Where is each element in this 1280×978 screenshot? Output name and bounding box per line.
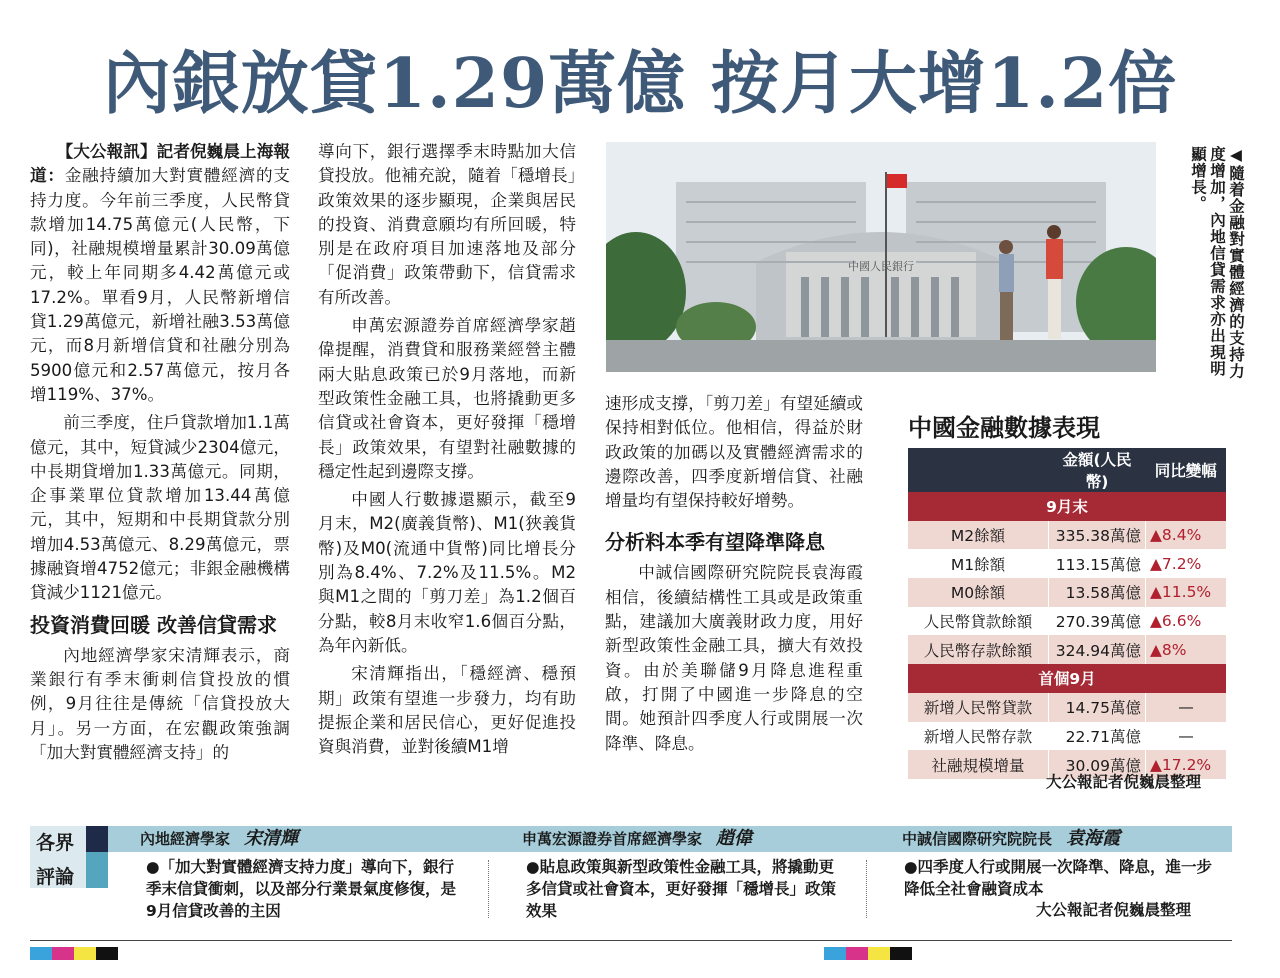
row-value: 270.39萬億 bbox=[1049, 607, 1146, 636]
row-change: ▲17.2% bbox=[1146, 750, 1227, 779]
cyan-swatch bbox=[824, 947, 846, 960]
row-change: — bbox=[1146, 693, 1227, 722]
row-label: 新增人民幣存款 bbox=[908, 722, 1049, 751]
row-value: 22.71萬億 bbox=[1049, 722, 1146, 751]
row-label: M0餘額 bbox=[908, 578, 1049, 607]
table-title: 中國金融數據表現 bbox=[908, 414, 1100, 442]
section-label: 9月末 bbox=[908, 492, 1226, 521]
row-label: M1餘額 bbox=[908, 549, 1049, 578]
paragraph: 中誠信國際研究院院長袁海霞相信，後續結構性工具或是政策重點，建議加大廣義財政力度，用好新型政策性金融工具，擴大有效投資。由於美聯儲9月降息進程重啟，打開了中國進一步降息的空間。她預計四季度人行或開展一次降準、降息。 bbox=[605, 563, 863, 753]
expert-title: 內地經濟學家 bbox=[140, 830, 231, 848]
row-label: 社融規模增量 bbox=[908, 750, 1049, 779]
column-header: 金額(人民幣) bbox=[1049, 448, 1146, 492]
table-row bbox=[908, 722, 1226, 751]
section-row bbox=[908, 664, 1226, 693]
row-change: ▲8% bbox=[1146, 635, 1227, 664]
cyan-swatch bbox=[30, 947, 52, 960]
article-column-3 bbox=[605, 392, 863, 760]
paragraph: 申萬宏源證券首席經濟學家趙偉提醒，消費貸和服務業經營主體兩大貼息政策已於9月落地，而新型政策性金融工具，也將撬動更多信貸或社會資本，更好發揮「穩增長」政策效果，有望對社融數據的穩定性起到邊際支撐。 bbox=[318, 316, 576, 481]
expert-name: 袁海霞 bbox=[1066, 828, 1121, 849]
row-value: 30.09萬億 bbox=[1049, 750, 1146, 779]
table-header-row bbox=[908, 448, 1226, 492]
paragraph: 宋清輝指出，「穩經濟、穩預期」政策有望進一步發力，均有助提振企業和居民信心，更好促進投資與消費，並對後續M1增 bbox=[318, 664, 576, 757]
table-credit: 大公報記者倪巍晨整理 bbox=[1046, 773, 1202, 791]
black-swatch bbox=[890, 947, 912, 960]
expert-name: 宋清輝 bbox=[244, 828, 299, 849]
expert-title: 中誠信國際研究院院長 bbox=[902, 830, 1053, 848]
row-change: ▲7.2% bbox=[1146, 549, 1227, 578]
dateline: 【大公報訊】記者倪巍晨上海報道： bbox=[30, 142, 290, 186]
row-label: 新增人民幣貸款 bbox=[908, 693, 1049, 722]
row-change: ▲11.5% bbox=[1146, 578, 1227, 607]
expert-2-header bbox=[522, 826, 752, 852]
review-label-bottom: 評論 bbox=[36, 866, 75, 888]
expert-1-comment: ●「加大對實體經濟支持力度」導向下，銀行季末信貸衝刺，以及部分行業景氣度修復，是9月信貸改善的主因 bbox=[146, 858, 457, 920]
row-change: ▲6.6% bbox=[1146, 607, 1227, 636]
yellow-swatch bbox=[74, 947, 96, 960]
expert-title: 申萬宏源證券首席經濟學家 bbox=[522, 830, 703, 848]
row-change: ▲8.4% bbox=[1146, 521, 1227, 550]
row-change: — bbox=[1146, 722, 1227, 751]
expert-name: 趙偉 bbox=[716, 828, 753, 849]
table-row bbox=[908, 578, 1226, 607]
expert-3-comment: ●四季度人行或開展一次降準、降息，進一步降低全社會融資成本 bbox=[904, 858, 1213, 898]
divider bbox=[488, 860, 489, 918]
magenta-swatch bbox=[846, 947, 868, 960]
column-header: 同比變幅 bbox=[1146, 448, 1227, 492]
pboc-building-photo bbox=[606, 142, 1156, 372]
paragraph: 前三季度，住戶貸款增加1.1萬億元，其中，短貸減少2304億元，中長期貸增加1.33萬億元。同期，企事業單位貸款增加13.44萬億元，其中，短期和中長期貸款分別增加4.53萬億元、8.29萬億元，票據融資增4752億元；非銀金融機構貸減少1121億元。 bbox=[30, 413, 290, 603]
paragraph-text: 金融持續加大對實體經濟的支持力度。今年前三季度，人民幣貸款增加14.75萬億元(人民幣，下同)，社融規模增量累計30.09萬億元，較上年同期多4.42萬億元或17.2%。單看9月，人民幣新增信貸1.29萬億元，新增社融3.53萬億元，而8月新增信貸和社融分別為5900億元和2.57萬億元，按月各增119%、37%。 bbox=[30, 166, 291, 404]
yellow-swatch bbox=[868, 947, 890, 960]
table-row bbox=[908, 635, 1226, 664]
financial-data-table bbox=[908, 448, 1226, 779]
headline: 內銀放貸1.29萬億 按月大增1.2倍 bbox=[102, 44, 1178, 124]
magenta-swatch bbox=[52, 947, 74, 960]
building-illustration bbox=[606, 142, 1156, 372]
row-label: M2餘額 bbox=[908, 521, 1049, 550]
row-value: 335.38萬億 bbox=[1049, 521, 1146, 550]
row-value: 113.15萬億 bbox=[1049, 549, 1146, 578]
row-value: 13.58萬億 bbox=[1049, 578, 1146, 607]
table-row bbox=[908, 607, 1226, 636]
lead-paragraph bbox=[30, 140, 290, 407]
paragraph: 內地經濟學家宋清輝表示，商業銀行有季末衝刺信貸投放的慣例，9月往往是傳統「信貸投放大月」。另一方面，在宏觀政策強調「加大對實體經濟支持」的 bbox=[30, 645, 290, 762]
black-swatch bbox=[96, 947, 118, 960]
subheading: 分析料本季有望降準降息 bbox=[605, 530, 825, 555]
footer-rule bbox=[30, 940, 1232, 941]
table-row bbox=[908, 693, 1226, 722]
expert-1-header bbox=[140, 826, 298, 852]
row-value: 324.94萬億 bbox=[1049, 635, 1146, 664]
article-column-1 bbox=[30, 140, 290, 769]
subheading: 投資消費回暖 改善信貸需求 bbox=[30, 612, 277, 637]
building-sign: 中國人民銀行 bbox=[848, 260, 914, 273]
row-label: 人民幣貸款餘額 bbox=[908, 607, 1049, 636]
expert-3-header bbox=[902, 826, 1120, 852]
photo-caption: ◀隨着金融對實體經濟的支持力度增加，內地信貸需求亦出現明顯增長。 bbox=[1189, 146, 1245, 380]
article-column-2 bbox=[318, 140, 576, 763]
divider bbox=[866, 860, 867, 918]
review-label-top: 各界 bbox=[36, 832, 75, 854]
row-value: 14.75萬億 bbox=[1049, 693, 1146, 722]
paragraph: 中國人行數據還顯示，截至9月末，M2(廣義貨幣)、M1(狹義貨幣)及M0(流通中貨幣)同比增長分別為8.4%、7.2%及11.5%。M2與M1之間的「剪刀差」為1.2個百分點，較8月末收窄1.6個百分點，為年內新低。 bbox=[318, 490, 576, 655]
expert-2-comment: ●貼息政策與新型政策性金融工具，將撬動更多信貸或社會資本，更好發揮「穩增長」政策效果 bbox=[526, 858, 837, 920]
row-label: 人民幣存款餘額 bbox=[908, 635, 1049, 664]
column-header bbox=[908, 448, 1049, 492]
paragraph: 速形成支撐，「剪刀差」有望延續或保持相對低位。他相信，得益於財政政策的加碼以及實體經濟需求的邊際改善，四季度新增信貸、社融增量均有望保持較好增勢。 bbox=[605, 394, 863, 511]
paragraph: 導向下，銀行選擇季末時點加大信貸投放。他補充說，隨着「穩增長」政策效果的逐步顯現，企業與居民的投資、消費意願均有所回暖，特別是在政府項目加速落地及部分「促消費」政策帶動下，信貸需求有所改善。 bbox=[318, 142, 576, 307]
review-credit: 大公報記者倪巍晨整理 bbox=[1036, 901, 1192, 919]
table-row bbox=[908, 549, 1226, 578]
section-label: 首個9月 bbox=[908, 664, 1226, 693]
table-row bbox=[908, 521, 1226, 550]
section-row bbox=[908, 492, 1226, 521]
